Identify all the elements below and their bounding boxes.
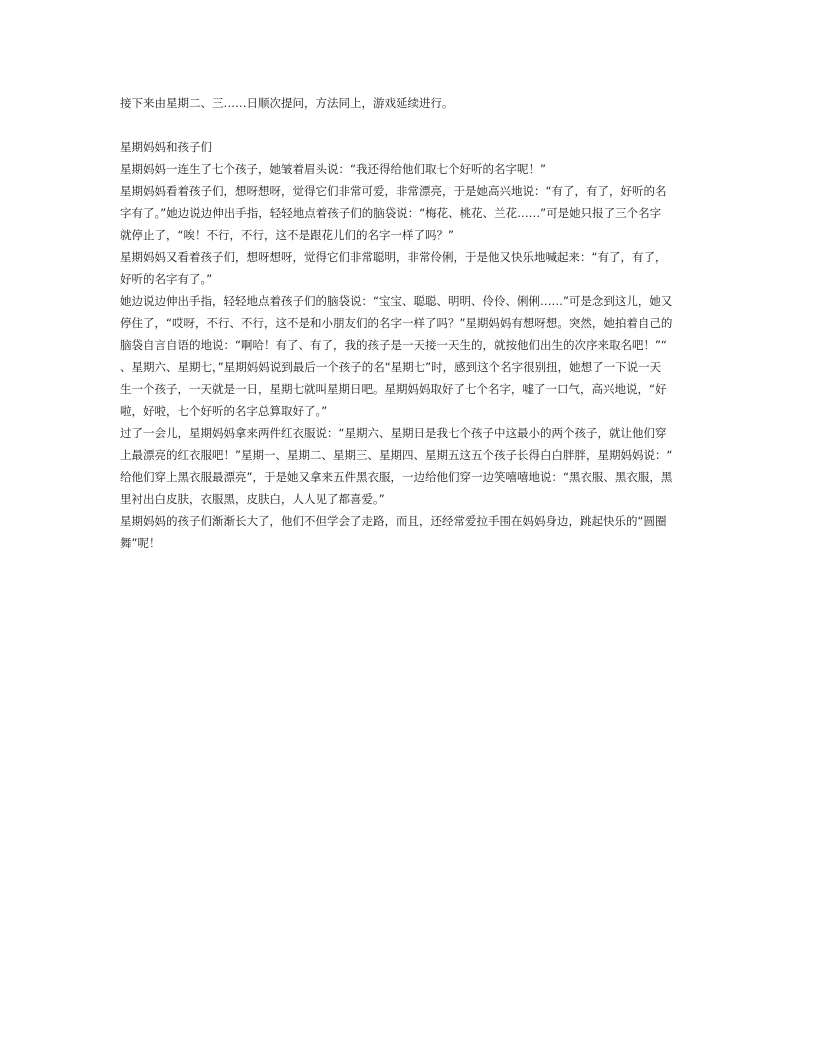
text-line: 星期妈妈又看着孩子们，想呀想呀，觉得它们非常聪明，非常伶俐，于是他又快乐地喊起来：“有了，有了， [120, 250, 667, 264]
paragraph-gap [120, 114, 698, 136]
text-line: 啦，好啦，七个好听的名字总算取好了。” [120, 404, 328, 418]
text-line: 她边说边伸出手指，轻轻地点着孩子们的脑袋说：“宝宝、聪聪、明明、伶伶、俐俐……”可是念到这儿，她又 [120, 294, 673, 308]
text-line: 给他们穿上黑衣服最漂亮”，于是她又拿来五件黑衣服，一边给他们穿一边笑嘻嘻地说：“黑衣服、黑衣服，黑 [120, 470, 673, 484]
story-title: 星期妈妈和孩子们 [120, 140, 212, 154]
text-line: 舞”呢！ [120, 536, 161, 550]
text-line: 字有了。”她边说边伸出手指，轻轻地点着孩子们的脑袋说：“梅花、桃花、兰花……”可是她只报了三个名字 [120, 206, 662, 220]
text-line: 星期妈妈看着孩子们，想呀想呀，觉得它们非常可爱，非常漂亮，于是她高兴地说：“有了，有了，好听的名 [120, 184, 667, 198]
text-line: 里衬出白皮肤，衣服黑，皮肤白，人人见了都喜爱。” [120, 492, 385, 506]
text-line: 好听的名字有了。” [120, 272, 213, 286]
text-line: 、星期六、星期七，”星期妈妈说到最后一个孩子的名“星期七”时，感到这个名字很别扭，她想了一下说一天 [120, 360, 662, 374]
text-line: 停住了，“哎呀，不行、不行，这不是和小朋友们的名字一样了吗？”星期妈妈有想呀想。突然，她拍着自己的 [120, 316, 673, 330]
text-line: 过了一会儿，星期妈妈拿来两件红衣服说：“星期六、星期日是我七个孩子中这最小的两个孩子，就让他们穿 [120, 426, 667, 440]
text-line: 上最漂亮的红衣服吧！”星期一、星期二、星期三、星期四、星期五这五个孩子长得白白胖胖，星期妈妈说：“ [120, 448, 673, 462]
text-line: 脑袋自言自语的地说：“啊哈！有了、有了，我的孩子是一天接一天生的，就按他们出生的次序来取名吧！”“ [120, 338, 667, 352]
document-page [120, 92, 698, 554]
intro-line: 接下来由星期二、三……日顺次提问，方法同上，游戏延续进行。 [120, 96, 454, 110]
text-line: 就停止了，“唉！不行，不行，这不是跟花儿们的名字一样了吗？” [120, 228, 454, 242]
text-line: 星期妈妈的孩子们渐渐长大了，他们不但学会了走路，而且，还经常爱拉手围在妈妈身边，跳起快乐的“圆圈 [120, 514, 667, 528]
text-line: 生一个孩子，一天就是一日，星期七就叫星期日吧。星期妈妈取好了七个名字，嘘了一口气，高兴地说，“好 [120, 382, 667, 396]
text-line: 星期妈妈一连生了七个孩子，她皱着眉头说：“我还得给他们取七个好听的名字呢！” [120, 162, 546, 176]
